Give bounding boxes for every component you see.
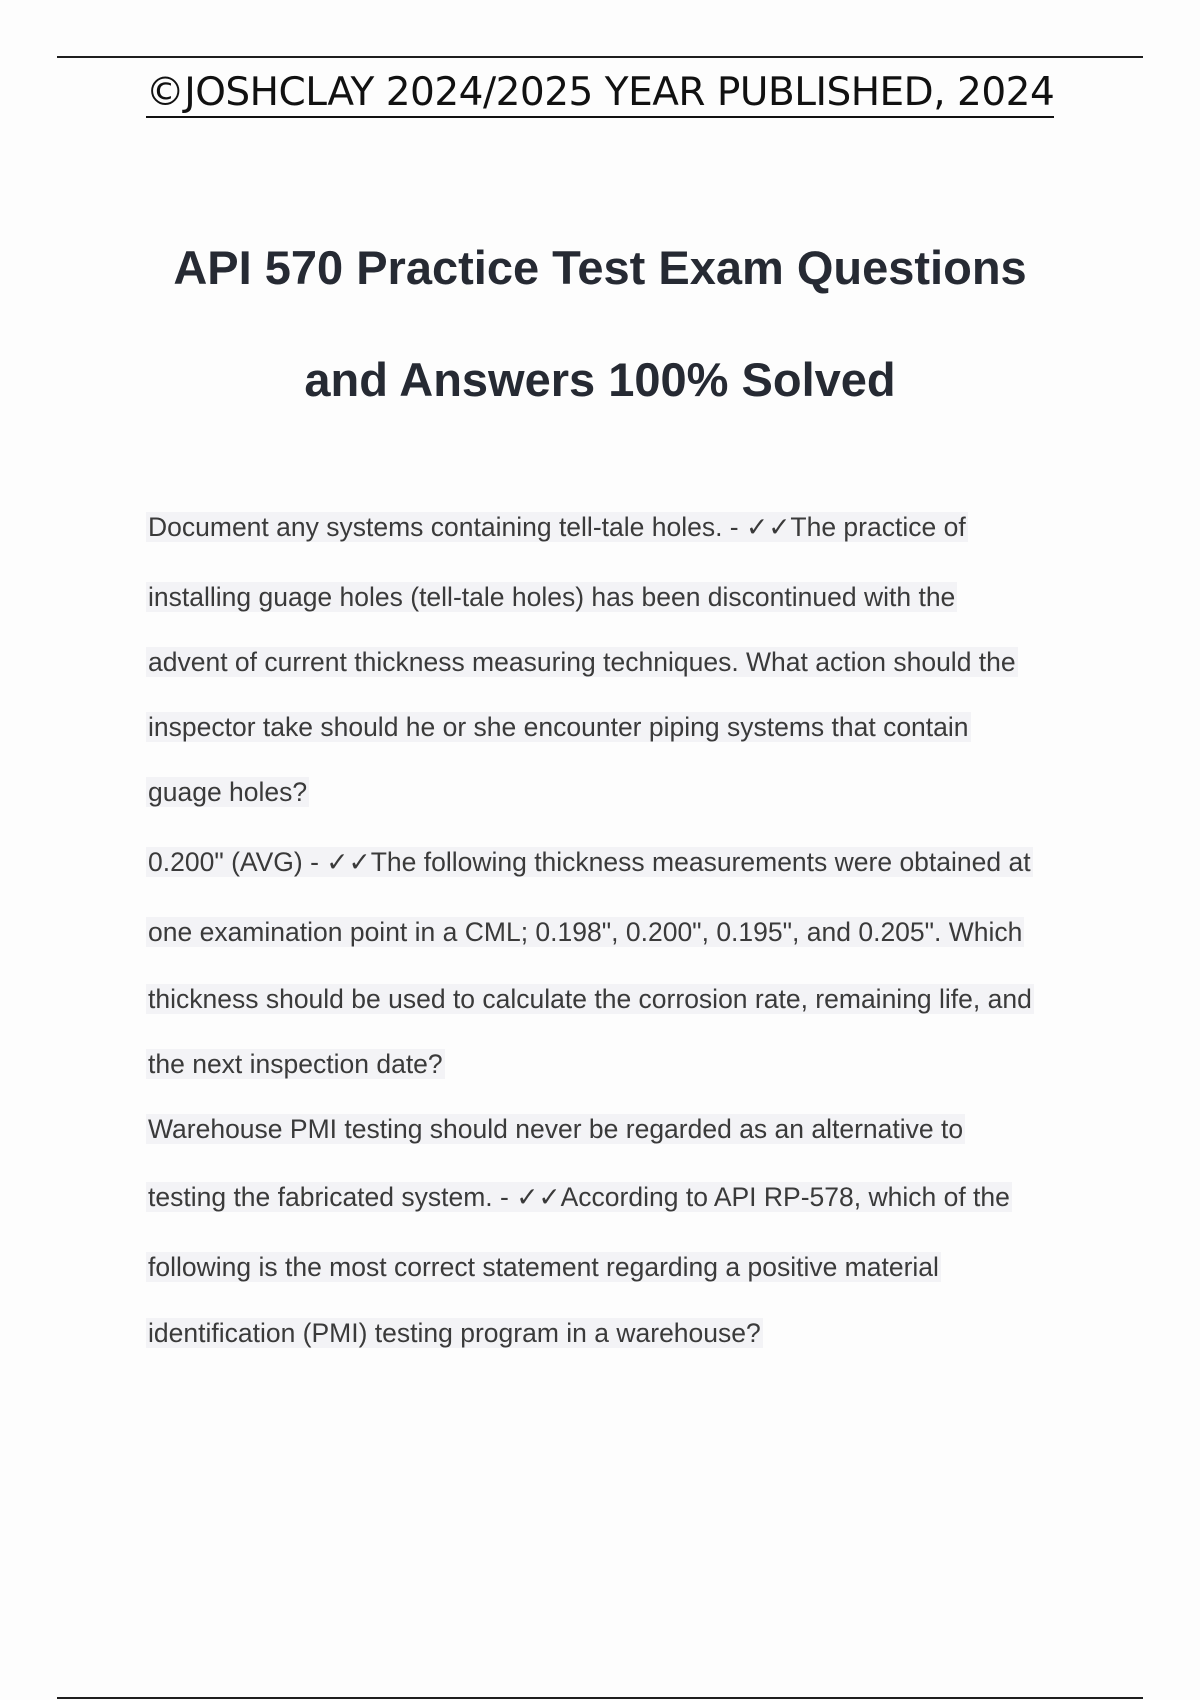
qa-item-2-line-4: the next inspection date? xyxy=(148,1049,443,1079)
qa-item-1-line-4: inspector take should he or she encounter piping systems that contain xyxy=(148,712,969,742)
qa-item-1-line-5: guage holes? xyxy=(148,777,308,807)
bottom-rule xyxy=(57,1697,1143,1699)
qa-item-3-line-1: Warehouse PMI testing should never be regarded as an alternative to xyxy=(148,1114,964,1144)
document-title xyxy=(0,212,1200,436)
title-line-1: API 570 Practice Test Exam Questions xyxy=(173,241,1027,294)
qa-item-1-line-3: advent of current thickness measuring techniques. What action should the xyxy=(148,647,1016,677)
qa-item-3-line-4: identification (PMI) testing program in a warehouse? xyxy=(148,1318,761,1348)
qa-item-1-line-1: Document any systems containing tell-tale holes. - ✓✓The practice of xyxy=(148,512,966,542)
qa-item-3-line-2: testing the fabricated system. - ✓✓According to API RP-578, which of the xyxy=(148,1182,1010,1212)
title-line-2: and Answers 100% Solved xyxy=(304,353,896,406)
copyright-header xyxy=(0,70,1200,115)
qa-item-3-line-3: following is the most correct statement regarding a positive material xyxy=(148,1252,939,1282)
copyright-header-text: ©JOSHCLAY 2024/2025 YEAR PUBLISHED, 2024 xyxy=(146,70,1055,118)
qa-item-1-line-2: installing guage holes (tell-tale holes) has been discontinued with the xyxy=(148,582,956,612)
qa-item-2-line-3: thickness should be used to calculate the corrosion rate, remaining life, and xyxy=(148,984,1032,1014)
qa-item-2-line-2: one examination point in a CML; 0.198", 0.200", 0.195", and 0.205". Which xyxy=(148,917,1023,947)
qa-item-2-line-1: 0.200" (AVG) - ✓✓The following thickness measurements were obtained at xyxy=(148,847,1031,877)
top-rule xyxy=(57,56,1143,58)
